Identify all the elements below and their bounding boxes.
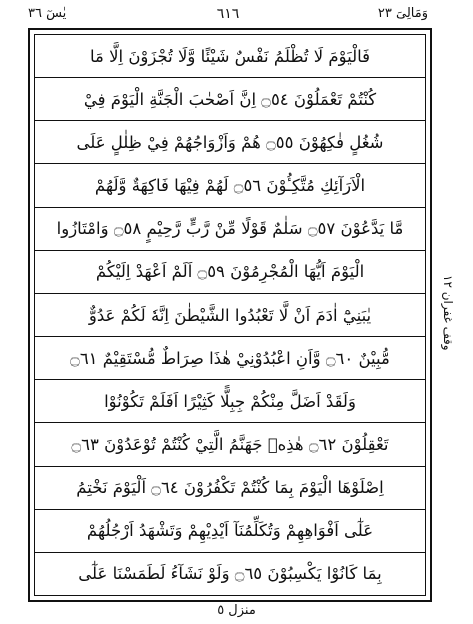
surah-name: یٰسٓ ٣٦ [28, 6, 67, 21]
page-header [28, 4, 428, 28]
verse-lines [35, 35, 425, 595]
verse-line: الْيَوْمَ اَيُّهَا الْمُجْرِمُوْنَ ۝٥٩ اَلَمْ اَعْهَدْ اِلَيْكُمْ [35, 251, 425, 294]
page-number: ٦١٦ [216, 6, 240, 22]
para-name: وَمَالِیَ ٢٣ [377, 6, 428, 21]
verse-line: بِمَا كَانُوْا يَكْسِبُوْنَ ۝٦٥ وَلَوْ نَشَآءُ لَطَمَسْنَا عَلٰٓى [78, 564, 382, 584]
text-frame [28, 28, 432, 602]
text-frame-inner [34, 34, 426, 596]
verse-line: فَالْيَوْمَ لَا تُظْلَمُ نَفْسٌ شَيْئًا وَّلَا تُجْزَوْنَ اِلَّا مَا [35, 35, 425, 78]
verse-line: يٰبَنِيْٓ اٰدَمَ اَنْ لَّا تَعْبُدُوا الشَّيْطٰنَ اِنَّهٗ لَكُمْ عَدُوٌّ [35, 294, 425, 337]
verse-line: شُغُلٍ فٰكِهُوْنَ ۝٥٥ هُمْ وَاَزْوَاجُهُمْ فِيْ ظِلٰلٍ عَلَى [35, 121, 425, 164]
verse-line: اِصْلَوْهَا الْيَوْمَ بِمَا كُنْتُمْ تَكْفُرُوْنَ ۝٦٤ اَلْيَوْمَ نَخْتِمُ [35, 467, 425, 510]
verse-line: كُنْتُمْ تَعْمَلُوْنَ ۝٥٤ اِنَّ اَصْحٰبَ الْجَنَّةِ الْيَوْمَ فِيْ [35, 78, 425, 121]
verse-line: الْاَرَآئِكِ مُتَّكِـُٔوْنَ ۝٥٦ لَهُمْ فِيْهَا فَاكِهَةٌ وَّلَهُمْ [35, 164, 425, 207]
verse-line: عَلٰٓى اَفْوَاهِهِمْ وَتُكَلِّمُنَآ اَيْدِيْهِمْ وَتَشْهَدُ اَرْجُلُهُمْ [35, 510, 425, 553]
verse-line: مُّبِيْنٌ ۝٦٠ وَّاَنِ اعْبُدُوْنِيْ هٰذَا صِرَاطٌ مُّسْتَقِيْمٌ ۝٦١ [35, 337, 425, 380]
verse-line: تَعْقِلُوْنَ ۝٦٢ هٰذِهٖ جَهَنَّمُ الَّتِيْ كُنْتُمْ تُوْعَدُوْنَ ۝٦٣ [35, 423, 425, 466]
verse-line: مَّا يَدَّعُوْنَ ۝٥٧ سَلٰمٌ قَوْلًا مِّنْ رَّبٍّ رَّحِيْمٍ ۝٥٨ وَامْتَازُوا [35, 208, 425, 251]
verse-line: وَلَقَدْ اَضَلَّ مِنْكُمْ جِبِلًّا كَثِيْرًا اَفَلَمْ تَكُوْنُوْا [35, 380, 425, 423]
margin-note: وقف غفران ۱۲ [441, 275, 455, 351]
manzil-label: منزل ٥ [217, 603, 256, 618]
